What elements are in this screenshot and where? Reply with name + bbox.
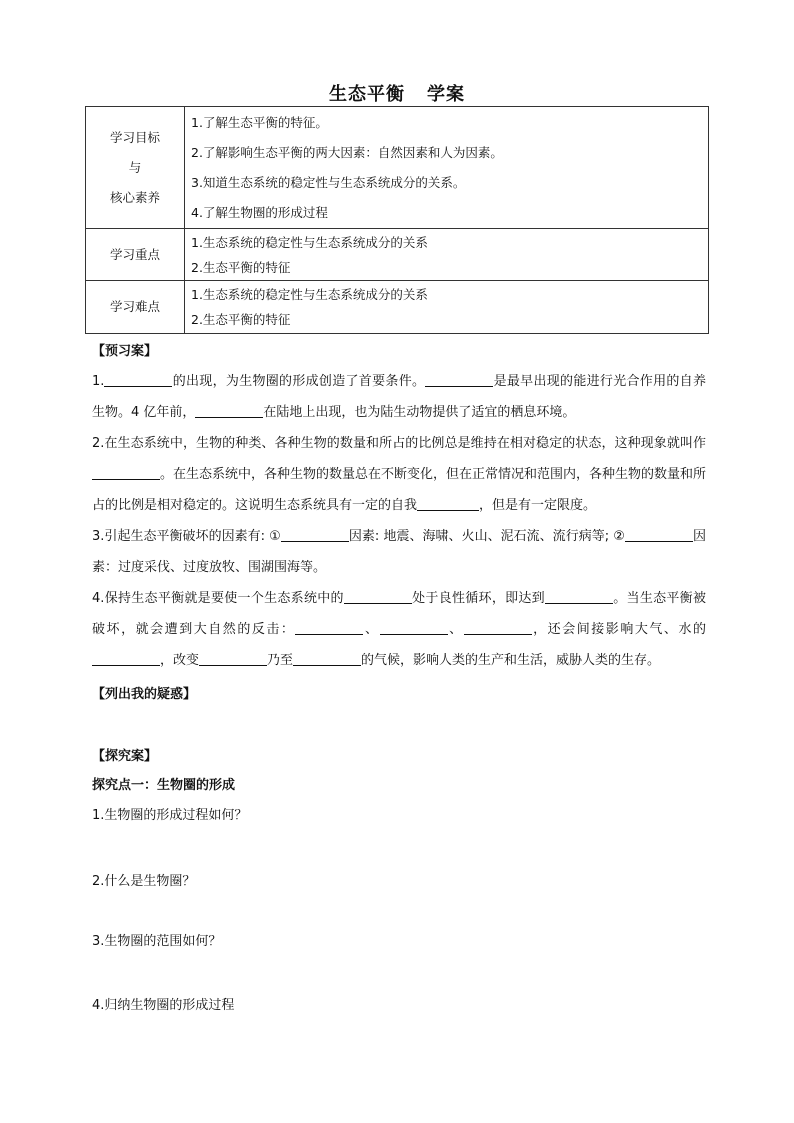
page-title: 生态平衡 学案 <box>329 84 465 105</box>
fill-blank[interactable] <box>295 620 363 635</box>
fill-blank[interactable] <box>625 527 693 542</box>
explore-question: 1.生物圈的形成过程如何？ <box>92 808 248 823</box>
table-row <box>86 229 709 281</box>
preview-question-2: 2.在生态系统中，生物的种类、各种生物的数量和所占的比例总是维持在相对稳定的状态，这种现象就叫作。在生态系统中，各种生物的数量总在不断变化，但在正常情况和范围内，各种生物的数量和所占的比例是相对稳定的。这说明生态系统具有一定的自我 ，但是有一定限度。 <box>92 436 707 513</box>
fill-blank[interactable] <box>344 589 412 604</box>
explore-point-title: 探究点一：生物圈的形成 <box>92 778 236 793</box>
fill-blank[interactable] <box>464 620 532 635</box>
doubts-heading: 【列出我的疑惑】 <box>92 687 197 702</box>
explore-question: 3.生物圈的范围如何？ <box>92 934 222 949</box>
goals-content: 1.了解生态平衡的特征。 2.了解影响生态平衡的两大因素：自然因素和人为因素。 3.知道生态系统的稳定性与生态系统成分的关系。 4.了解生物圈的形成过程 <box>185 107 709 229</box>
preview-question-3: 3.引起生态平衡破坏的因素有: ① 因素: 地震、海啸、火山、泥石流、流行病等; ② 因素：过度采伐、过度放牧、围湖围海等。 <box>92 529 706 575</box>
fill-blank[interactable] <box>417 496 479 511</box>
preview-heading: 【预习案】 <box>92 344 158 359</box>
table-row <box>86 107 709 229</box>
fill-blank[interactable] <box>92 465 160 480</box>
fill-blank[interactable] <box>545 589 613 604</box>
fill-blank[interactable] <box>92 651 160 666</box>
table-row <box>86 281 709 334</box>
explore-section <box>92 745 706 831</box>
difficulties-content: 1.生态系统的稳定性与生态系统成分的关系 2.生态平衡的特征 <box>185 281 709 334</box>
preview-question-1: 1. 的出现，为生物圈的形成创造了首要条件。 是最早出现的能进行光合作用的自养生物。4 亿年前， 在陆地上出现，也为陆生动物提供了适宜的栖息环境。 <box>92 374 706 420</box>
explore-question: 4.归纳生物圈的形成过程 <box>92 998 235 1013</box>
key-points-label: 学习重点 <box>86 229 185 281</box>
explore-heading: 【探究案】 <box>92 749 158 764</box>
goals-table <box>85 106 709 334</box>
fill-blank[interactable] <box>293 651 361 666</box>
explore-question: 2.什么是生物圈？ <box>92 874 196 889</box>
goals-label: 学习目标 与 核心素养 <box>86 107 185 229</box>
fill-blank[interactable] <box>195 403 263 418</box>
fill-blank[interactable] <box>425 372 493 387</box>
preview-section <box>92 340 706 676</box>
preview-question-4: 4.保持生态平衡就是要使一个生态系统中的 处于良性循环，即达到 。当生态平衡被破坏，就会遭到大自然的反击： 、 、 ，还会间接影响大气、水的，改变 乃至 的气候，影响人类的生产和生活，威胁人类的生存。 <box>92 591 706 668</box>
fill-blank[interactable] <box>199 651 267 666</box>
fill-blank[interactable] <box>104 372 172 387</box>
fill-blank[interactable] <box>281 527 349 542</box>
key-points-content: 1.生态系统的稳定性与生态系统成分的关系 2.生态平衡的特征 <box>185 229 709 281</box>
difficulties-label: 学习难点 <box>86 281 185 334</box>
fill-blank[interactable] <box>380 620 448 635</box>
